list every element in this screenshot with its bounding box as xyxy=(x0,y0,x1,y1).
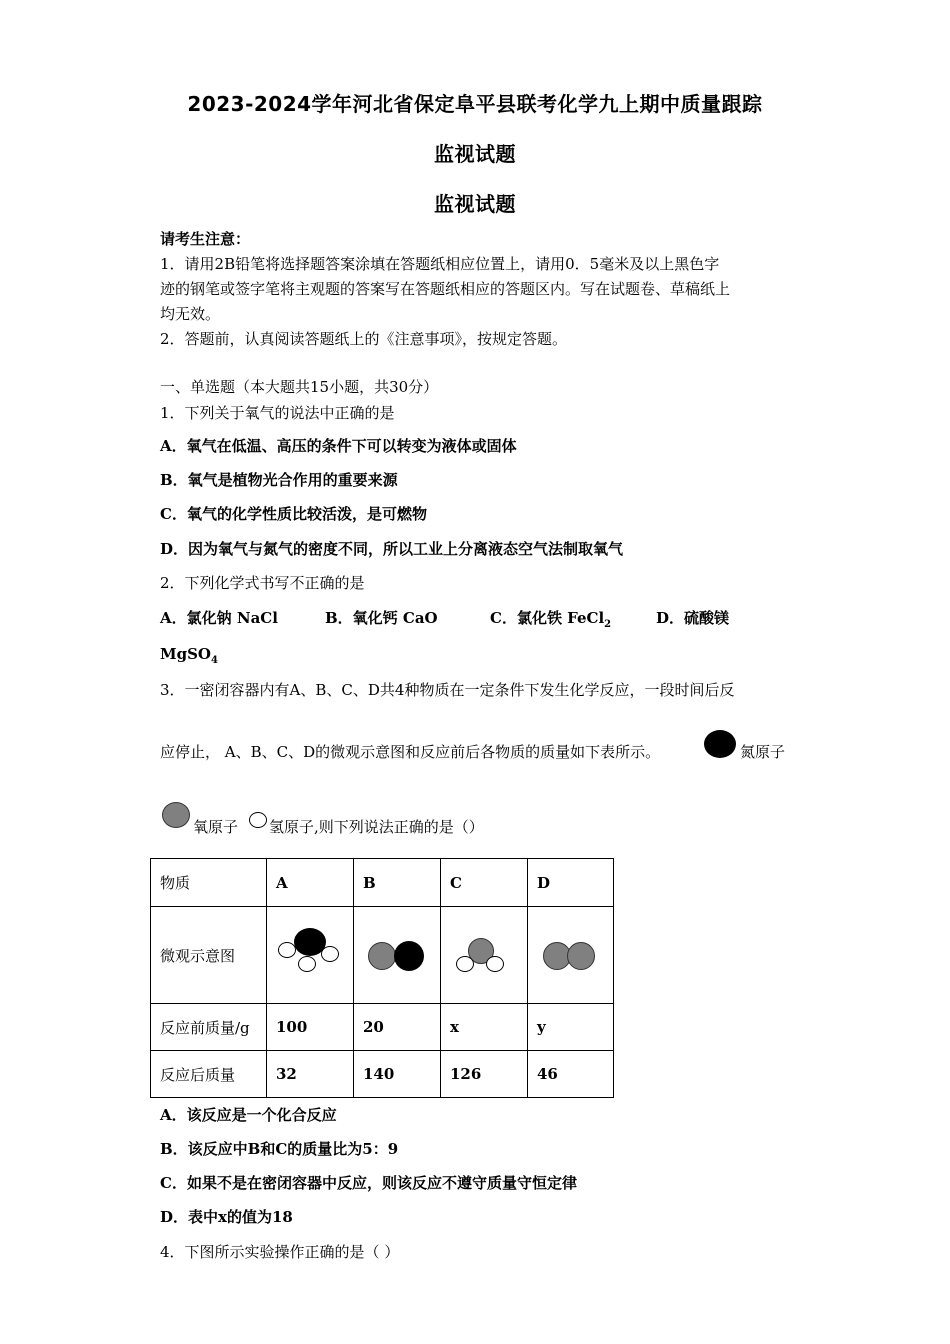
hydrogen-atom-icon xyxy=(321,946,339,962)
q2-option-c xyxy=(490,607,611,630)
q2-option-c-subscript: 2 xyxy=(604,619,612,630)
table-row-label: 反应前质量/g xyxy=(151,1004,267,1051)
hydrogen-atom-icon xyxy=(456,956,474,972)
q4-stem: 4．下图所示实验操作正确的是（ ） xyxy=(160,1243,400,1261)
table-cell: x xyxy=(441,1004,528,1051)
notice-heading: 请考生注意： xyxy=(160,230,251,248)
exam-title-line1: 2023-2024学年河北省保定阜平县联考化学九上期中质量跟踪 xyxy=(187,92,763,116)
oxygen-atom-icon xyxy=(567,942,595,970)
table-row-label: 微观示意图 xyxy=(151,907,267,1004)
molecule-d-icon xyxy=(537,920,607,990)
q1-stem: 1．下列关于氧气的说法中正确的是 xyxy=(160,404,395,422)
q3-option-d: D．表中x的值为18 xyxy=(160,1208,293,1226)
molecule-d-cell xyxy=(528,907,614,1004)
hydrogen-atom-icon xyxy=(486,956,504,972)
table-row-header xyxy=(151,859,614,907)
hydrogen-atom-icon xyxy=(249,812,267,828)
table-cell: 46 xyxy=(528,1051,614,1098)
table-header-cell: C xyxy=(441,859,528,907)
table-header-cell: 物质 xyxy=(151,859,267,907)
nitrogen-atom-icon xyxy=(704,730,736,758)
table-row-diagram xyxy=(151,907,614,1004)
oxygen-atom-icon xyxy=(162,802,190,828)
q3-stem-line2: 应停止， A、B、C、D的微观示意图和反应前后各物质的质量如下表所示。 xyxy=(160,743,661,761)
notice-item1-line1: 1．请用2B铅笔将选择题答案涂填在答题纸相应位置上，请用0．5毫米及以上黑色字 xyxy=(160,255,720,273)
table-header-cell: A xyxy=(267,859,354,907)
q3-legend-hydrogen: 氢原子,则下列说法正确的是（） xyxy=(269,818,484,836)
exam-title-line3: 监视试题 xyxy=(434,192,516,216)
nitrogen-atom-icon xyxy=(394,941,424,971)
q3-option-c: C．如果不是在密闭容器中反应，则该反应不遵守质量守恒定律 xyxy=(160,1174,577,1192)
table-header-cell: D xyxy=(528,859,614,907)
q2-option-b: B．氧化钙 CaO xyxy=(325,609,438,627)
table-cell: 20 xyxy=(354,1004,441,1051)
table-row-label: 反应后质量 xyxy=(151,1051,267,1098)
table-cell: 140 xyxy=(354,1051,441,1098)
q3-legend-oxygen: 氧原子 xyxy=(193,818,239,836)
table-row-before xyxy=(151,1004,614,1051)
q1-option-a: A．氧气在低温、高压的条件下可以转变为液体或固体 xyxy=(160,437,517,455)
q1-option-c: C．氧气的化学性质比较活泼，是可燃物 xyxy=(160,505,427,523)
molecule-c-cell xyxy=(441,907,528,1004)
table-header-cell: B xyxy=(354,859,441,907)
section1-heading: 一、单选题（本大题共15小题，共30分） xyxy=(160,378,439,396)
hydrogen-atom-icon xyxy=(278,942,296,958)
q2-option-d-formula-text: MgSO xyxy=(160,645,211,663)
oxygen-atom-icon xyxy=(368,942,396,970)
molecule-b-cell xyxy=(354,907,441,1004)
q1-option-b: B．氧气是植物光合作用的重要来源 xyxy=(160,471,398,489)
table-cell: 32 xyxy=(267,1051,354,1098)
q2-option-d: D．硫酸镁 xyxy=(656,609,730,627)
notice-item1-line2: 迹的钢笔或签字笔将主观题的答案写在答题纸相应的答题区内。写在试题卷、草稿纸上 xyxy=(160,280,731,298)
q2-option-d-subscript: 4 xyxy=(211,655,218,666)
table-cell: 100 xyxy=(267,1004,354,1051)
molecule-a-cell xyxy=(267,907,354,1004)
table-cell: y xyxy=(528,1004,614,1051)
q3-option-b: B．该反应中B和C的质量比为5：9 xyxy=(160,1140,399,1158)
notice-item1-line3: 均无效。 xyxy=(160,305,221,323)
table-row-after xyxy=(151,1051,614,1098)
q3-stem-line1: 3．一密闭容器内有A、B、C、D共4种物质在一定条件下发生化学反应，一段时间后反 xyxy=(160,681,735,699)
molecule-c-icon xyxy=(450,920,520,990)
q3-option-a: A．该反应是一个化合反应 xyxy=(160,1106,337,1124)
exam-title-line2: 监视试题 xyxy=(434,142,516,166)
q3-table xyxy=(150,858,614,1098)
table-cell: 126 xyxy=(441,1051,528,1098)
q2-option-a: A．氯化钠 NaCl xyxy=(160,609,278,627)
q3-legend-nitrogen: 氮原子 xyxy=(740,743,786,761)
q2-option-c-text: C．氯化铁 FeCl xyxy=(490,609,605,627)
hydrogen-atom-icon xyxy=(298,956,316,972)
molecule-b-icon xyxy=(363,920,433,990)
q1-option-d: D．因为氧气与氮气的密度不同，所以工业上分离液态空气法制取氧气 xyxy=(160,540,624,558)
notice-item2: 2．答题前，认真阅读答题纸上的《注意事项》，按规定答题。 xyxy=(160,330,568,348)
q2-option-d-formula xyxy=(160,645,218,666)
molecule-a-icon xyxy=(276,920,346,990)
q2-stem: 2．下列化学式书写不正确的是 xyxy=(160,574,365,592)
